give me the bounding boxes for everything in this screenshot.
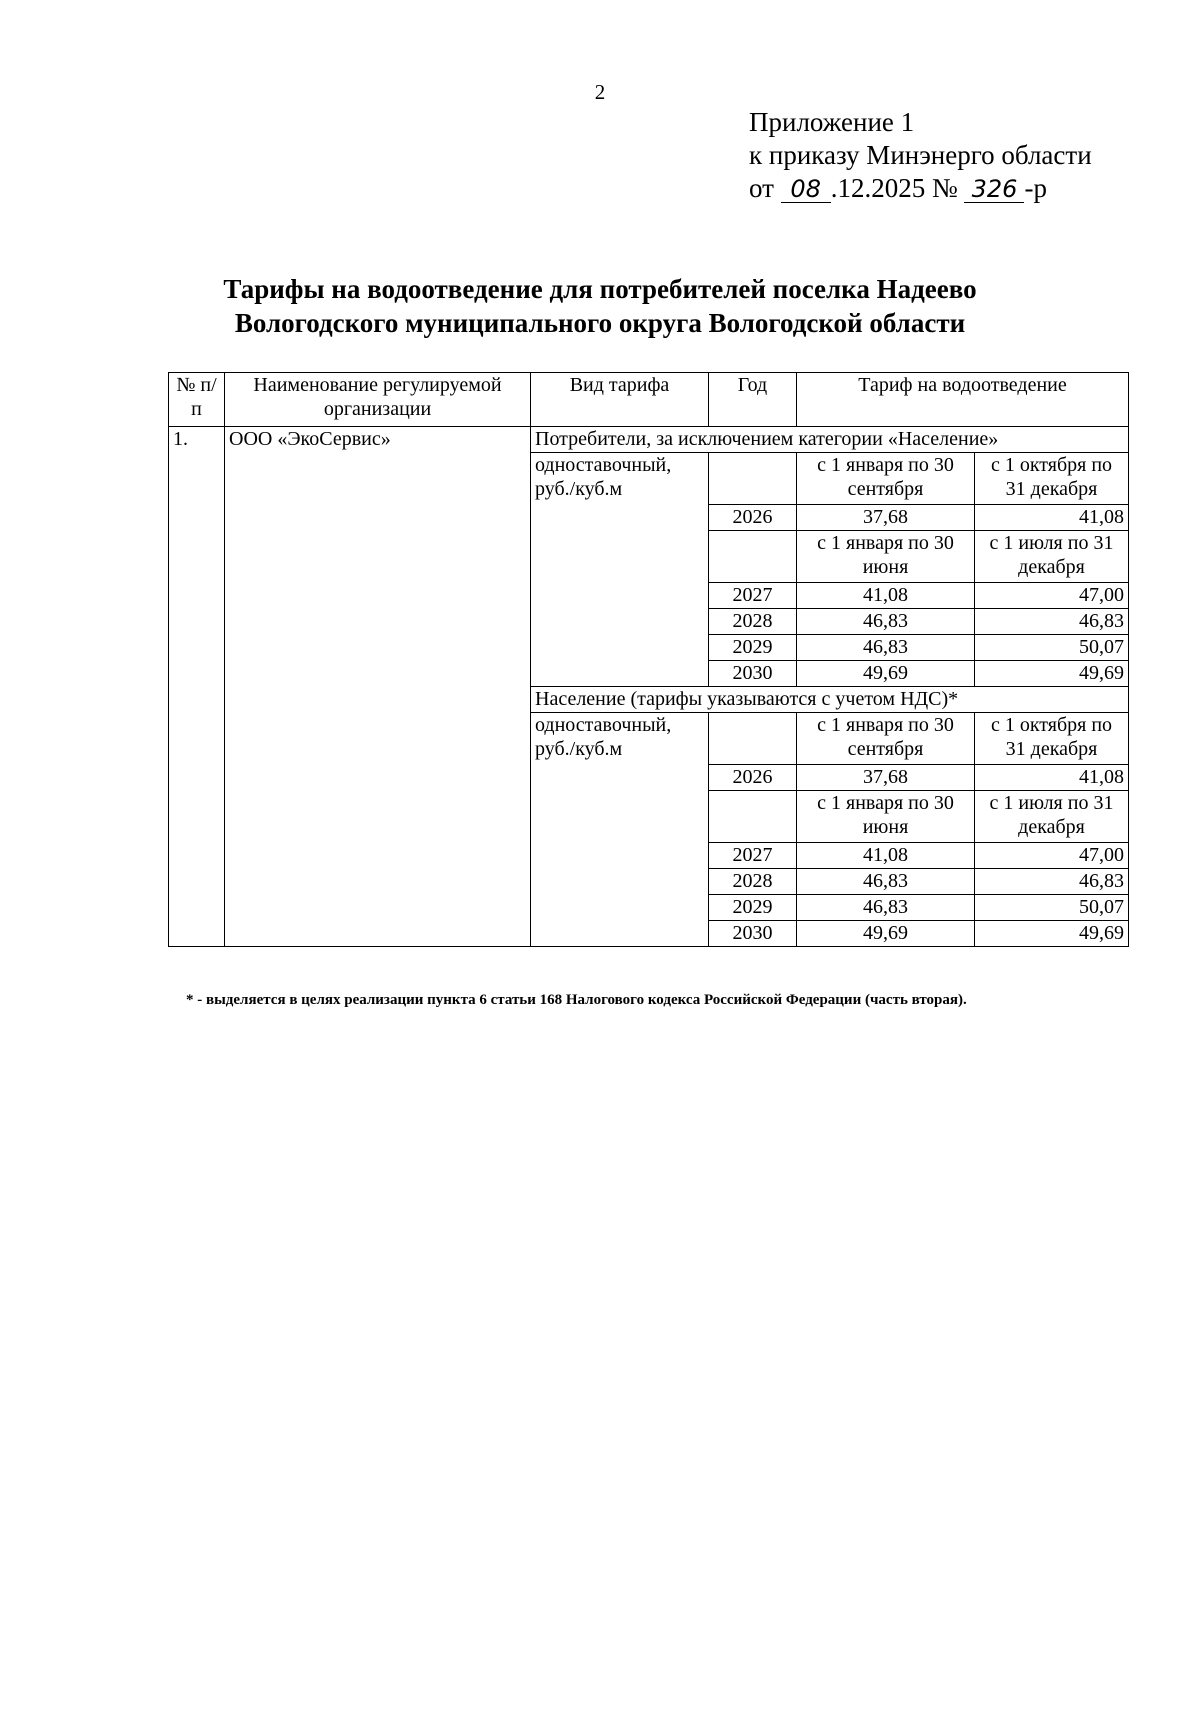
- header-year: Год: [709, 373, 797, 427]
- tariff-value: 41,08: [975, 765, 1129, 791]
- period-first-half: с 1 января по 30 июня: [797, 791, 975, 843]
- header-organization: Наименование регулируемой организации: [225, 373, 531, 427]
- year-empty: [709, 791, 797, 843]
- row-number: 1.: [169, 427, 225, 947]
- tariff-year: 2026: [709, 765, 797, 791]
- tariff-value: 46,83: [797, 895, 975, 921]
- period-second-half: с 1 октября по 31 декабря: [975, 713, 1129, 765]
- tariff-value: 37,68: [797, 765, 975, 791]
- tariff-value: 47,00: [975, 583, 1129, 609]
- tariff-year: 2029: [709, 895, 797, 921]
- period-first-half: с 1 января по 30 сентября: [797, 713, 975, 765]
- table-header-row: [169, 373, 1129, 427]
- header-tariff-type: Вид тарифа: [531, 373, 709, 427]
- section-label: Население (тарифы указываются с учетом НДС)*: [531, 687, 1129, 713]
- header-number: № п/п: [169, 373, 225, 427]
- tariff-value: 41,08: [797, 583, 975, 609]
- tariff-year: 2027: [709, 843, 797, 869]
- tariff-value: 46,83: [797, 609, 975, 635]
- year-empty: [709, 713, 797, 765]
- organization-name: ООО «ЭкоСервис»: [225, 427, 531, 947]
- tariff-year: 2030: [709, 921, 797, 947]
- period-first-half: с 1 января по 30 июня: [797, 531, 975, 583]
- handwritten-order-number: 326: [964, 176, 1024, 203]
- appendix-header: [749, 106, 1092, 205]
- period-first-half: с 1 января по 30 сентября: [797, 453, 975, 505]
- tariff-table: [168, 372, 1129, 947]
- page-number: 2: [594, 80, 606, 104]
- tariff-year: 2026: [709, 505, 797, 531]
- tariff-value: 49,69: [797, 661, 975, 687]
- period-second-half: с 1 июля по 31 декабря: [975, 791, 1129, 843]
- tariff-value: 49,69: [797, 921, 975, 947]
- tariff-year: 2028: [709, 869, 797, 895]
- year-empty: [709, 453, 797, 505]
- tariff-value: 46,83: [797, 869, 975, 895]
- tariff-value: 50,07: [975, 635, 1129, 661]
- header-tariff: Тариф на водоотведение: [797, 373, 1129, 427]
- title-line-1: Тарифы на водоотведение для потребителей поселка Надеево: [223, 274, 977, 304]
- title-line-2: Вологодского муниципального округа Вологодской области: [234, 308, 966, 338]
- tariff-value: 46,83: [797, 635, 975, 661]
- handwritten-day: 08: [781, 176, 831, 203]
- appendix-prefix: от: [749, 173, 774, 203]
- appendix-suffix: -р: [1024, 173, 1047, 203]
- tariff-value: 46,83: [975, 609, 1129, 635]
- tariff-value: 41,08: [797, 843, 975, 869]
- tariff-year: 2029: [709, 635, 797, 661]
- appendix-date-rest: .12.2025 №: [830, 173, 958, 203]
- tariff-value: 41,08: [975, 505, 1129, 531]
- appendix-line-1: Приложение 1: [749, 107, 915, 137]
- footnote: * - выделяется в целях реализации пункта 6 статьи 168 Налогового кодекса Российской Федерации (часть вторая).: [186, 992, 967, 1008]
- appendix-line-2: к приказу Минэнерго области: [749, 140, 1092, 170]
- tariff-value: 50,07: [975, 895, 1129, 921]
- year-empty: [709, 531, 797, 583]
- tariff-type: одноставочный, руб./куб.м: [531, 713, 709, 947]
- document-title: [0, 272, 1200, 340]
- tariff-value: 37,68: [797, 505, 975, 531]
- tariff-value: 49,69: [975, 921, 1129, 947]
- tariff-value: 49,69: [975, 661, 1129, 687]
- tariff-value: 46,83: [975, 869, 1129, 895]
- tariff-year: 2030: [709, 661, 797, 687]
- tariff-value: 47,00: [975, 843, 1129, 869]
- tariff-year: 2028: [709, 609, 797, 635]
- tariff-type: одноставочный, руб./куб.м: [531, 453, 709, 687]
- tariff-year: 2027: [709, 583, 797, 609]
- section-label-row: [169, 427, 1129, 453]
- appendix-line-3: [749, 172, 1092, 205]
- period-second-half: с 1 октября по 31 декабря: [975, 453, 1129, 505]
- period-second-half: с 1 июля по 31 декабря: [975, 531, 1129, 583]
- section-label: Потребители, за исключением категории «Население»: [531, 427, 1129, 453]
